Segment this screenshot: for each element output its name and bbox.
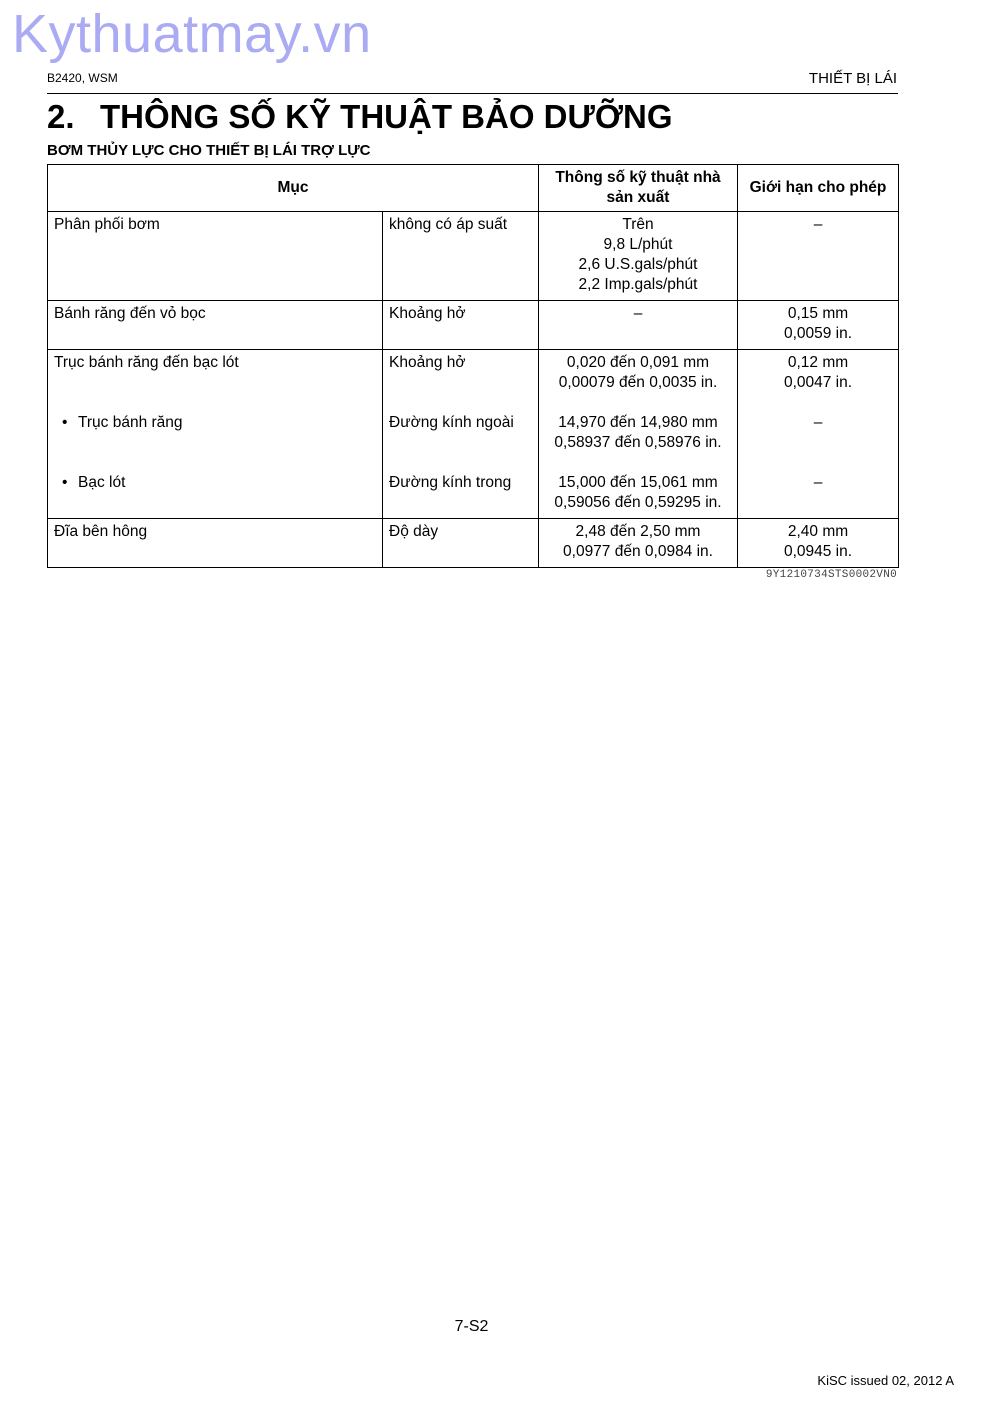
spec-line: 14,970 đến 14,980 mm [558,414,718,431]
header-spec [539,165,738,212]
issued-note: KiSC issued 02, 2012 A [817,1373,954,1388]
sub-item-label [54,473,376,493]
table-row [48,212,899,301]
condition-label: Khoảng hở [389,354,466,371]
section-subtitle: BƠM THỦY LỰC CHO THIẾT BỊ LÁI TRỢ LỰC [47,142,371,159]
spec-line: Trên [622,216,654,233]
cell-spec: – [539,301,738,350]
watermark-logo: Kythuatmay.vn [12,4,372,64]
title-number: 2. [47,98,75,135]
sub-item-label [54,413,376,433]
spec-line: 0,020 đến 0,091 mm [566,354,710,371]
header-spec-line2: sản xuất [606,189,670,206]
header-limit: Giới hạn cho phép [738,165,899,212]
item-label: Trục bánh răng đến bạc lót [54,354,239,371]
limit-line: 0,0047 in. [783,374,853,391]
cell-item: Đĩa bên hông [48,519,383,568]
limit-line: – [813,414,823,431]
table-row [48,519,899,568]
spec-table [47,164,899,568]
cell-limit [738,519,899,568]
cell-limit [738,350,899,519]
table-header-row [48,165,899,212]
sub-item-text: Trục bánh răng [78,414,183,431]
spec-line: 9,8 L/phút [603,236,673,253]
cell-limit [738,301,899,350]
cell-limit: – [738,212,899,301]
cell-spec [539,519,738,568]
condition-label: Đường kính trong [389,474,512,491]
header-spec-line1: Thông số kỹ thuật nhà [555,169,721,186]
limit-line: 0,12 mm [787,354,849,371]
condition-label: Đường kính ngoài [389,414,514,431]
cell-condition: Độ dày [383,519,539,568]
cell-spec [539,350,738,519]
spec-line: 0,00079 đến 0,0035 in. [558,374,718,391]
spec-line: 0,59056 đến 0,59295 in. [554,494,722,511]
title-text: THÔNG SỐ KỸ THUẬT BẢO DƯỠNG [100,98,673,135]
bullet-icon: • [62,414,68,431]
cell-item: Phân phối bơm [48,212,383,301]
limit-line: 0,15 mm [787,305,849,322]
cell-condition: không có áp suất [383,212,539,301]
page-number: 7-S2 [454,1318,489,1335]
header-section: THIẾT BỊ LÁI [808,70,897,87]
sub-item-text: Bạc lót [78,474,126,491]
document-code: 9Y1210734STS0002VN0 [765,569,897,581]
table-row [48,350,899,519]
spec-line: 2,6 U.S.gals/phút [578,256,698,273]
cell-item: Bánh răng đến vỏ bọc [48,301,383,350]
header-divider [47,93,898,94]
cell-condition: Khoảng hở [383,301,539,350]
spec-line: 0,0977 đến 0,0984 in. [563,543,713,560]
limit-line: – [813,474,823,491]
spec-line: 2,2 Imp.gals/phút [578,276,698,293]
spec-line: 2,48 đến 2,50 mm [575,523,701,540]
limit-line: 0,0059 in. [783,325,853,342]
spec-line: 0,58937 đến 0,58976 in. [554,434,722,451]
header-item: Mục [48,165,539,212]
limit-line: 0,0945 in. [783,543,853,560]
header-model: B2420, WSM [47,71,118,85]
bullet-icon: • [62,474,68,491]
spec-line: 15,000 đến 15,061 mm [558,474,718,491]
cell-item [48,350,383,519]
cell-condition [383,350,539,519]
page-title [47,96,673,138]
table-row [48,301,899,350]
limit-line: 2,40 mm [787,523,849,540]
cell-spec [539,212,738,301]
